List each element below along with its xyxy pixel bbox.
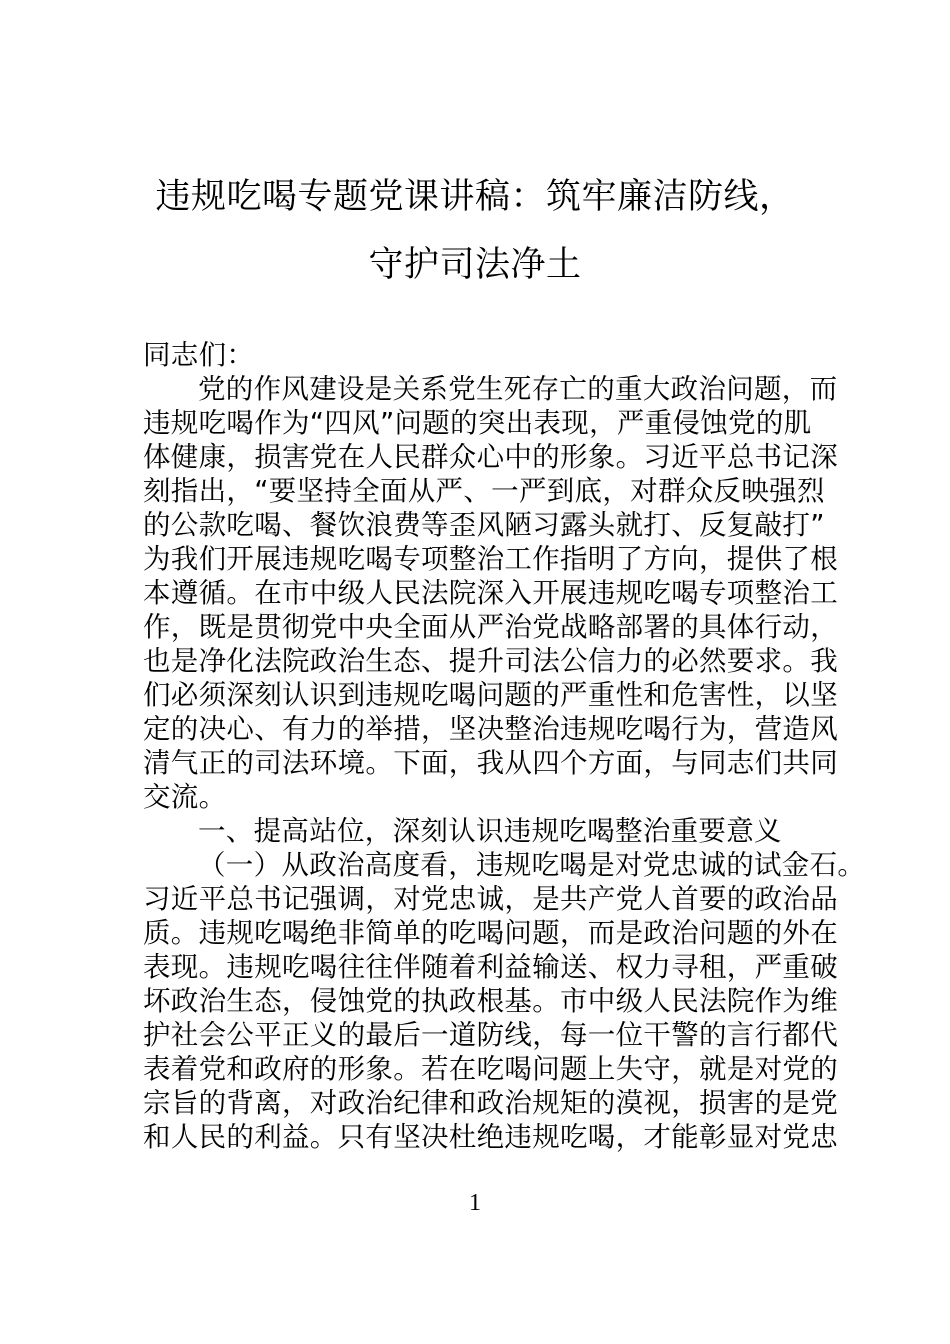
paragraph-line: 们必须深刻认识到违规吃喝问题的严重性和危害性，以坚 <box>143 679 838 711</box>
paragraph-line: 的公款吃喝、餐饮浪费等歪风陋习露头就打、反复敲打” <box>143 509 825 541</box>
subsection-heading-line: （一）从政治高度看，违规吃喝是对党忠诚的试金石。 <box>198 849 866 881</box>
paragraph-line: 为我们开展违规吃喝专项整治工作指明了方向，提供了根 <box>143 543 838 575</box>
salutation: 同志们： <box>143 339 255 371</box>
paragraph-line: 定的决心、有力的举措，坚决整治违规吃喝行为，营造风 <box>143 713 838 745</box>
paragraph-line: 党的作风建设是关系党生死存亡的重大政治问题，而 <box>198 373 838 405</box>
document-title-line-2: 守护司法净土 <box>368 245 582 285</box>
section-heading: 一、提高站位，深刻认识违规吃喝整治重要意义 <box>198 815 782 847</box>
document-title-line-1: 违规吃喝专题党课讲稿：筑牢廉洁防线， <box>155 177 795 217</box>
paragraph-line: 也是净化法院政治生态、提升司法公信力的必然要求。我 <box>143 645 838 677</box>
paragraph-line: 和人民的利益。只有坚决杜绝违规吃喝，才能彰显对党忠 <box>143 1121 838 1153</box>
paragraph-line: 清气正的司法环境。下面，我从四个方面，与同志们共同 <box>143 747 838 779</box>
paragraph-line: 宗旨的背离，对政治纪律和政治规矩的漠视，损害的是党 <box>143 1087 838 1119</box>
paragraph-line: 表现。违规吃喝往往伴随着利益输送、权力寻租，严重破 <box>143 951 838 983</box>
paragraph-line: 护社会公平正义的最后一道防线，每一位干警的言行都代 <box>143 1019 838 1051</box>
paragraph-line: 本遵循。在市中级人民法院深入开展违规吃喝专项整治工 <box>143 577 838 609</box>
paragraph-line: 表着党和政府的形象。若在吃喝问题上失守，就是对党的 <box>143 1053 838 1085</box>
paragraph-line: 作，既是贯彻党中央全面从严治党战略部署的具体行动， <box>143 611 838 643</box>
paragraph-line: 交流。 <box>143 781 227 813</box>
paragraph-line: 违规吃喝作为“四风”问题的突出表现，严重侵蚀党的肌 <box>143 407 812 439</box>
paragraph-line: 体健康，损害党在人民群众心中的形象。习近平总书记深 <box>143 441 838 473</box>
paragraph-line: 刻指出，“要坚持全面从严、一严到底，对群众反映强烈 <box>143 475 825 507</box>
paragraph-line: 质。违规吃喝绝非简单的吃喝问题，而是政治问题的外在 <box>143 917 838 949</box>
page-number: 1 <box>469 1190 481 1216</box>
paragraph-line: 习近平总书记强调，对党忠诚，是共产党人首要的政治品 <box>143 883 838 915</box>
paragraph-line: 坏政治生态，侵蚀党的执政根基。市中级人民法院作为维 <box>143 985 838 1017</box>
